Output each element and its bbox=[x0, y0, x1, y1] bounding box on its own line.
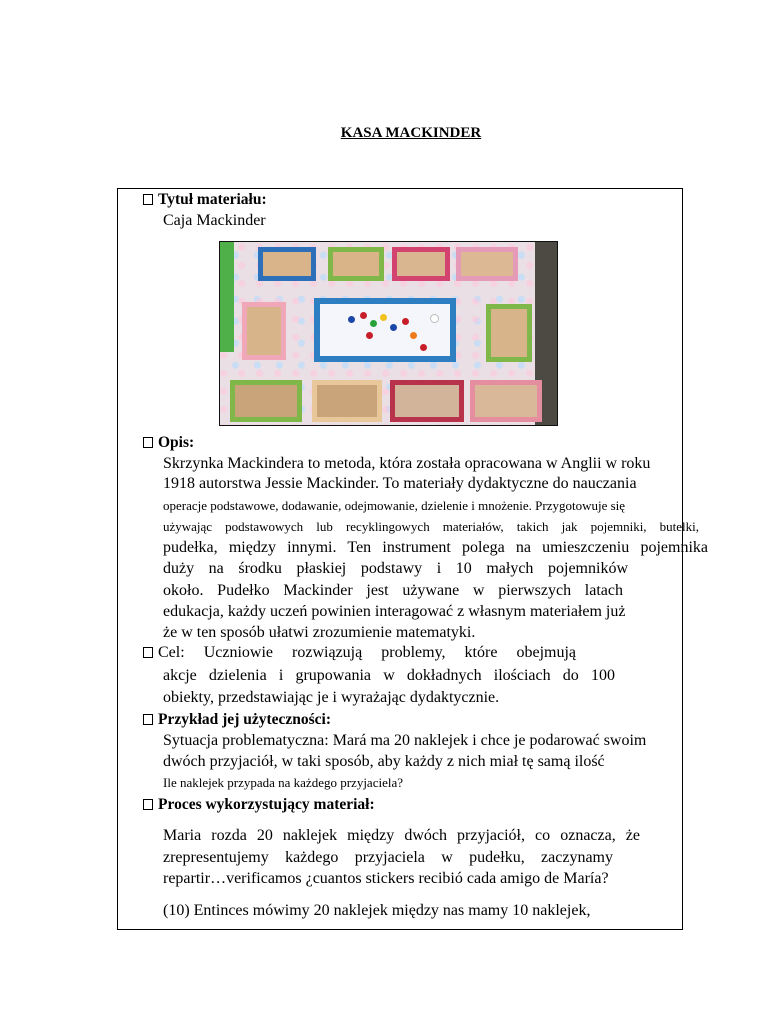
przyklad-line-3: Ile naklejek przypada na każdego przyjaciela? bbox=[163, 775, 403, 790]
material-heading bbox=[143, 190, 267, 210]
counter-dot bbox=[360, 312, 367, 319]
photo-box-top-4 bbox=[456, 247, 518, 281]
przyklad-heading-text: Przykład jej użyteczności: bbox=[158, 711, 332, 728]
proces-line-1: Maria rozda 20 naklejek między dwóch przyjaciół, co oznacza, że bbox=[163, 827, 640, 844]
opis-line-8: edukacja, każdy uczeń powinien interagować z własnym materiałem już bbox=[163, 603, 626, 620]
photo-box-top-2 bbox=[328, 247, 384, 281]
cel-line-3: obiekty, przedstawiając je i wyrażając dydaktycznie. bbox=[163, 689, 500, 706]
checkbox-bullet-icon bbox=[143, 437, 153, 448]
opis-line-1: Skrzynka Mackindera to metoda, która została opracowana w Anglii w roku bbox=[163, 455, 651, 472]
proces-heading bbox=[143, 795, 375, 815]
photo-box-top-1 bbox=[258, 247, 316, 281]
checkbox-bullet-icon bbox=[143, 647, 153, 658]
counter-dot bbox=[402, 318, 409, 325]
przyklad-line-2: dwóch przyjaciół, w taki sposób, aby każdy z nich miał tę samą ilość bbox=[163, 753, 605, 770]
proces-line-2: zrepresentujemy każdego przyjaciela w pudełku, zaczynamy bbox=[163, 849, 613, 866]
opis-line-5: pudełka, między innymi. Ten instrument polega na umieszczeniu pojemnika bbox=[163, 539, 708, 556]
opis-line-9: że w ten sposób ułatwi zrozumienie matematyki. bbox=[163, 624, 476, 641]
opis-line-2: 1918 autorstwa Jessie Mackinder. To materiały dydaktyczne do nauczania bbox=[163, 475, 637, 492]
checkbox-bullet-icon bbox=[143, 194, 153, 205]
counter-dot bbox=[366, 332, 373, 339]
cel-line-2: akcje dzielenia i grupowania w dokładnych ilościach do 100 bbox=[163, 667, 615, 684]
photo-box-bottom-2 bbox=[312, 380, 382, 422]
opis-heading bbox=[143, 433, 194, 453]
proces-heading-text: Proces wykorzystujący materiał: bbox=[158, 796, 375, 813]
przyklad-line-1: Sytuacja problematyczna: Mará ma 20 naklejek i chce je podarować swoim bbox=[163, 732, 647, 749]
photo-green-edge bbox=[220, 242, 234, 352]
document-title: KASA MACKINDER bbox=[340, 125, 482, 141]
counter-dot bbox=[420, 344, 427, 351]
opis-line-3: operacje podstawowe, dodawanie, odejmowanie, dzielenie i mnożenie. Przygotowuje się bbox=[163, 498, 626, 513]
counter-dot bbox=[370, 320, 377, 327]
counter-dot bbox=[380, 314, 387, 321]
cel-line-1 bbox=[143, 643, 576, 663]
material-heading-text: Tytuł materiału: bbox=[158, 191, 267, 208]
mackinder-box-photo bbox=[219, 241, 558, 426]
counter-dot bbox=[430, 314, 439, 323]
opis-heading-text: Opis: bbox=[158, 434, 195, 451]
opis-line-4: używając podstawowych lub recyklingowych materiałów, takich jak pojemniki, butelki, bbox=[163, 519, 699, 534]
proces-line-3: repartir…verificamos ¿cuantos stickers recibió cada amigo de María? bbox=[163, 870, 609, 887]
proces-line-4: (10) Entinces mówimy 20 naklejek między nas mamy 10 naklejek, bbox=[163, 902, 591, 919]
counter-dot bbox=[390, 324, 397, 331]
photo-box-left bbox=[242, 302, 286, 360]
counter-dot bbox=[410, 332, 417, 339]
checkbox-bullet-icon bbox=[143, 714, 153, 725]
photo-center-box bbox=[314, 298, 456, 362]
photo-box-bottom-4 bbox=[470, 380, 542, 422]
photo-box-top-3 bbox=[392, 247, 450, 281]
counter-dot bbox=[348, 316, 355, 323]
przyklad-heading bbox=[143, 710, 331, 730]
photo-box-bottom-3 bbox=[390, 380, 464, 422]
checkbox-bullet-icon bbox=[143, 799, 153, 810]
opis-line-7: około. Pudełko Mackinder jest używane w pierwszych latach bbox=[163, 582, 623, 599]
material-name: Caja Mackinder bbox=[163, 212, 266, 229]
cel-line-1-text: Cel: Uczniowie rozwiązują problemy, które obejmują bbox=[158, 644, 576, 661]
photo-box-right bbox=[486, 304, 532, 362]
opis-line-6: duży na środku płaskiej podstawy i 10 małych pojemników bbox=[163, 560, 628, 577]
photo-box-bottom-1 bbox=[230, 380, 302, 422]
